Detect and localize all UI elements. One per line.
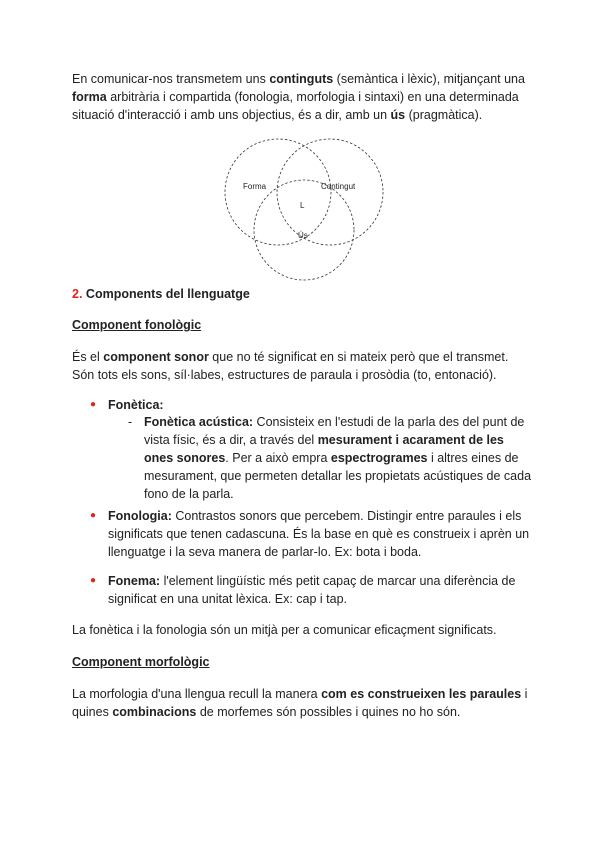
venn-label-contingut: Contingut — [321, 182, 356, 191]
venn-label-center: L — [300, 201, 305, 210]
venn-label-forma: Forma — [243, 182, 267, 191]
fonologic-title: Component fonològic — [72, 318, 202, 332]
bullet-label: Fonema: — [108, 574, 161, 588]
bullet-text: Contrastos sonors que percebem. Distingir entre paraules i els significats que tenen cadascuna. És la base en què es construeix i aprèn un llenguatge i la seva manera de parlar-lo. Ex: bota i boda. — [108, 509, 530, 559]
acustica-text: i altres eines de mesurament, que permeten detallar les propietats acústiques de cada fono de la parla. — [144, 451, 532, 501]
intro-bold-continguts: continguts — [269, 72, 334, 86]
fonologic-closing: La fonètica i la fonologia són un mitjà per a comunicar eficaçment significats. — [72, 623, 497, 637]
bullet-dot-icon: ● — [90, 399, 97, 410]
morfologic-title: Component morfològic — [72, 655, 210, 669]
acustica-text: . Per a això empra — [225, 451, 331, 465]
fonologic-text: És el — [72, 350, 104, 364]
venn-diagram — [218, 137, 388, 287]
bullet-content — [108, 572, 532, 608]
morfologic-paragraph — [72, 685, 532, 721]
intro-bold-forma: forma — [72, 90, 107, 104]
acustica-label: Fonètica acústica: — [144, 415, 254, 429]
intro-paragraph — [72, 70, 532, 124]
bullet-dot-icon: ● — [90, 510, 97, 521]
morfologic-text: i quines — [72, 687, 528, 719]
morfologic-text: La morfologia d'una llengua recull la manera — [72, 687, 322, 701]
fonologic-paragraph — [72, 348, 532, 384]
intro-text: arbitrària i compartida (fonologia, morfologia i sintaxi) en una determinada situació d'interacció i amb uns objectius, és a dir, amb un — [72, 90, 519, 122]
bullet-content — [108, 396, 532, 414]
morfologic-bold: combinacions — [112, 705, 197, 719]
morfologic-bold: com es construeixen les paraules — [321, 687, 522, 701]
acustica-bold: espectrogrames — [330, 451, 428, 465]
fonologic-bold: component sonor — [103, 350, 209, 364]
intro-bold-us: ús — [390, 108, 406, 122]
acustica-text: Consisteix en l'estudi de la parla des del punt de vista físic, és a dir, a través del — [144, 415, 525, 447]
dash-icon: - — [128, 415, 133, 429]
section-number: 2. — [72, 287, 83, 301]
section-title: Components del llenguatge — [82, 287, 250, 301]
bullet-label: Fonologia: — [108, 509, 172, 523]
section-heading — [72, 285, 532, 303]
intro-text: (pragmàtica). — [405, 108, 483, 122]
circle-contingut — [277, 139, 383, 245]
acustica-bold: mesurament i acarament de les ones sonores — [144, 433, 504, 465]
fonologic-text: que no té significat en si mateix però que el transmet. Són tots els sons, síl·labes, estructures de paraula i prosòdia (to, entonació). — [72, 350, 509, 382]
intro-text: En comunicar-nos transmetem uns — [72, 72, 270, 86]
circle-us — [254, 180, 354, 280]
dash-content — [144, 413, 534, 503]
morfologic-text: de morfemes són possibles i quines no ho són. — [196, 705, 461, 719]
venn-label-us: Ús — [298, 231, 308, 240]
circle-forma — [225, 139, 331, 245]
bullet-content — [108, 507, 532, 561]
intro-text: (semàntica i lèxic), mitjançant una — [333, 72, 525, 86]
bullet-label: Fonètica: — [108, 398, 164, 412]
bullet-text: l'element lingüístic més petit capaç de marcar una diferència de significat en una unitat lèxica. Ex: cap i tap. — [108, 574, 516, 606]
bullet-dot-icon: ● — [90, 575, 97, 586]
